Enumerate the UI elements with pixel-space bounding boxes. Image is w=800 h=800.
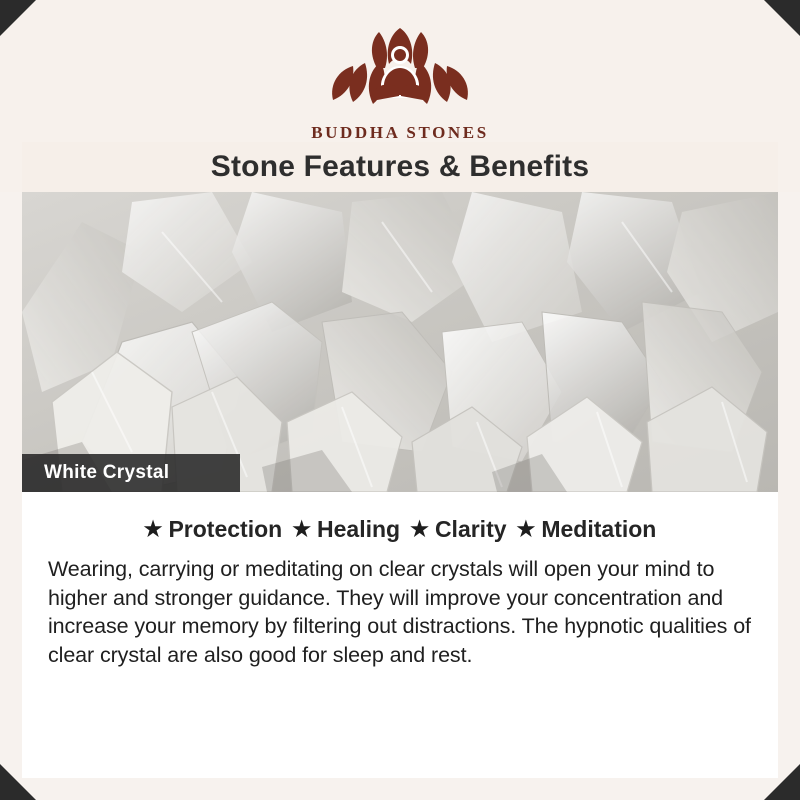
- star-icon: ★: [143, 518, 163, 541]
- photo-caption-text: White Crystal: [44, 462, 170, 483]
- page-title: Stone Features & Benefits: [210, 150, 590, 183]
- lotus-meditation-icon: [0, 22, 800, 119]
- benefit-item-clarity: [410, 516, 506, 543]
- benefit-label: Healing: [317, 516, 401, 542]
- corner-decoration-top-left: [0, 0, 36, 36]
- corner-decoration-top-right: [764, 0, 800, 36]
- benefit-item-protection: [144, 516, 283, 543]
- benefit-label: Meditation: [541, 516, 657, 542]
- photo-caption: [22, 454, 240, 492]
- star-icon: ★: [516, 518, 536, 541]
- page-title-bar: [22, 142, 778, 192]
- benefit-label: Clarity: [434, 516, 507, 542]
- corner-decoration-bottom-right: [764, 764, 800, 800]
- benefit-label: Protection: [168, 516, 283, 542]
- crystal-photo: [22, 192, 778, 492]
- content-panel: [22, 492, 778, 778]
- benefits-row: [48, 516, 752, 543]
- description-text: Wearing, carrying or meditating on clear crystals will open your mind to higher and stronger guidance. They will improve your concentration and increase your memory by filtering out distractions. The hypnotic qualities of clear crystal are also good for sleep and rest.: [48, 557, 751, 667]
- star-icon: ★: [410, 518, 429, 541]
- benefit-item-meditation: [517, 516, 657, 543]
- corner-decoration-bottom-left: [0, 764, 36, 800]
- star-icon: ★: [292, 518, 312, 541]
- header: [0, 0, 800, 192]
- brand-name: BUDDHA STONES: [311, 123, 489, 142]
- brand-block: [0, 22, 800, 143]
- benefit-item-healing: [292, 516, 400, 543]
